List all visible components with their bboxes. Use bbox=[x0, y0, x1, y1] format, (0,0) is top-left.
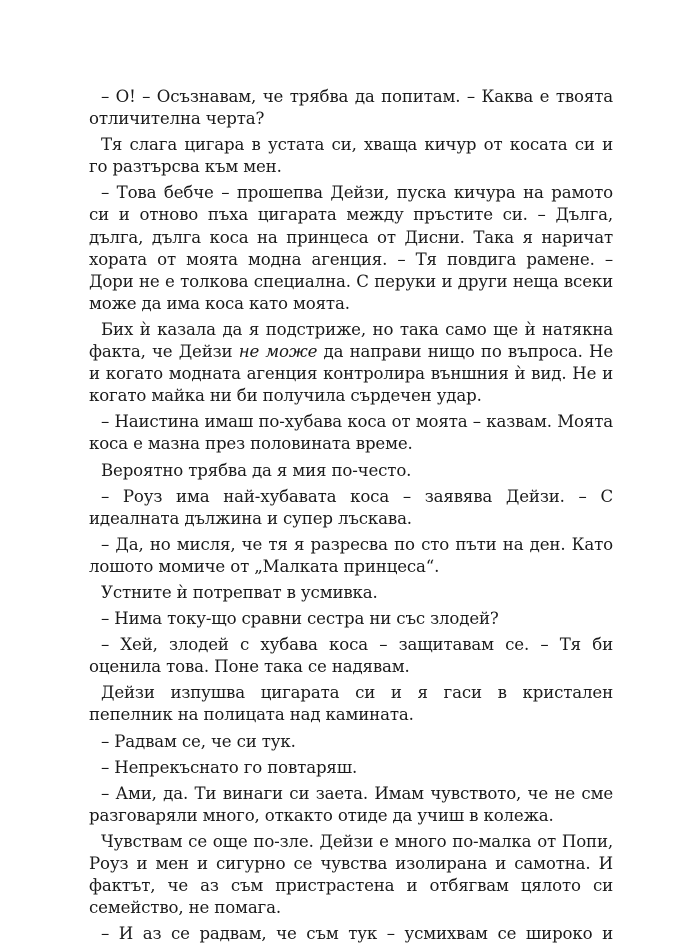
paragraph: – Нима току-що сравни сестра ни със злодей? bbox=[101, 609, 499, 629]
paragraph: – Радвам се, че си тук. bbox=[101, 731, 296, 751]
paragraph: – Наистина имаш по-хубава коса от моята – казвам. Моята коса е мазна през половината време. bbox=[89, 412, 613, 454]
paragraph: – Това бебче – прошепва Дейзи, пуска кичура на рамото си и отново пъха цигарата между пръстите си. – Дълга, дълга, дълга коса на принцеса от Дисни. Така я наричат хората от моята модна агенция. – Тя повдига рамене. – Дори не е толкова специална. С перуки и други неща всеки може да има коса като моята. bbox=[89, 183, 613, 313]
book-page bbox=[89, 86, 613, 949]
paragraph: – Ами, да. Ти винаги си заета. Имам чувството, че не сме разговаряли много, откакто отиде да учиш в колежа. bbox=[89, 783, 613, 825]
emphasis: не може bbox=[238, 342, 318, 362]
paragraph: – Хей, злодей с хубава коса – защитавам се. – Тя би оценила това. Поне така се надявам. bbox=[89, 635, 613, 677]
paragraph: Чувствам се още по-зле. Дейзи е много по-малка от Попи, Роуз и мен и сигурно се чувства изолирана и самотна. И фактът, че аз съм пристрастена и отбягвам цялото си семейство, не помага. bbox=[89, 831, 613, 918]
paragraph: Дейзи изпушва цигарата си и я гаси в кристален пепелник на полицата над камината. bbox=[89, 683, 613, 725]
paragraph: – Непрекъснато го повтаряш. bbox=[101, 757, 358, 777]
paragraph: – Да, но мисля, че тя я разресва по сто пъти на ден. Като лошото момиче от „Малката принцеса“. bbox=[89, 534, 613, 576]
paragraph: Бих ѝ казала да я подстриже, но така само ще ѝ натякна факта, че Дейзи не може да направи нищо по въпроса. Не и когато модната агенция контролира външния ѝ вид. Не и когато майка ни би получила сърдечен удар. bbox=[89, 319, 614, 406]
paragraph: – Роуз има най-хубавата коса – заявява Дейзи. – С идеалната дължина и супер лъскава. bbox=[89, 486, 613, 528]
paragraph: Вероятно трябва да я мия по-често. bbox=[101, 460, 412, 480]
paragraph: – И аз се радвам, че съм тук – усмихвам се широко и bbox=[101, 924, 613, 944]
paragraph: – О! – Осъзнавам, че трябва да попитам. – Каква е твоята отличителна черта? bbox=[89, 87, 613, 129]
paragraph: Устните ѝ потрепват в усмивка. bbox=[101, 582, 378, 602]
paragraph: Тя слага цигара в устата си, хваща кичур от косата си и го разтърсва към мен. bbox=[89, 135, 613, 177]
